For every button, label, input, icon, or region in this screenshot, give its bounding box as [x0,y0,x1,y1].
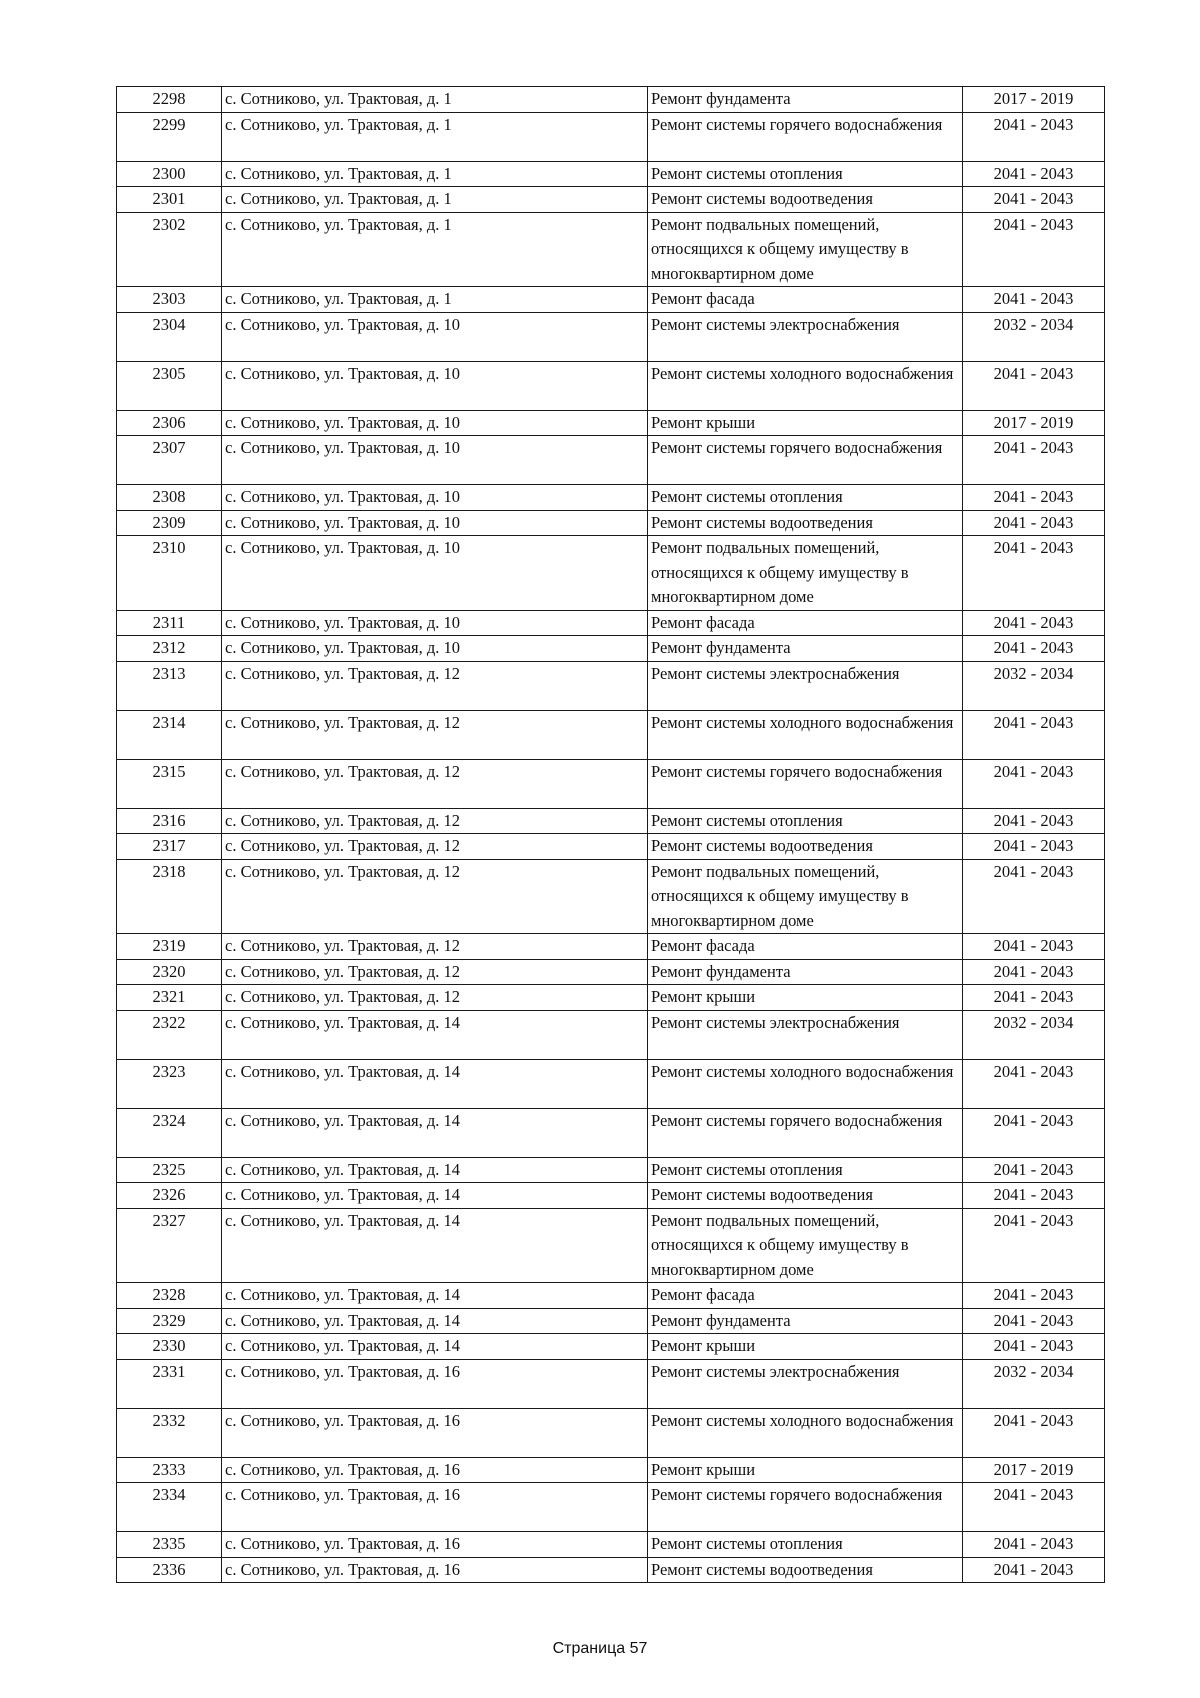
row-number: 2304 [117,312,222,361]
row-number: 2320 [117,959,222,985]
address-cell: с. Сотниково, ул. Трактовая, д. 12 [222,808,648,834]
work-type-cell: Ремонт фасада [648,287,963,313]
table-row [117,1457,1105,1483]
address-cell: с. Сотниково, ул. Трактовая, д. 14 [222,1108,648,1157]
address-cell: с. Сотниково, ул. Трактовая, д. 1 [222,87,648,113]
repair-schedule-table [116,86,1105,1583]
table-row [117,536,1105,611]
row-number: 2298 [117,87,222,113]
address-cell: с. Сотниково, ул. Трактовая, д. 12 [222,859,648,934]
period-cell: 2032 - 2034 [963,1010,1105,1059]
address-cell: с. Сотниково, ул. Трактовая, д. 16 [222,1359,648,1408]
row-number: 2321 [117,985,222,1011]
work-type-cell: Ремонт системы холодного водоснабжения [648,710,963,759]
row-number: 2333 [117,1457,222,1483]
address-cell: с. Сотниково, ул. Трактовая, д. 1 [222,212,648,287]
table-row [117,287,1105,313]
period-cell: 2041 - 2043 [963,1408,1105,1457]
table-row [117,1359,1105,1408]
address-cell: с. Сотниково, ул. Трактовая, д. 16 [222,1532,648,1558]
address-cell: с. Сотниково, ул. Трактовая, д. 10 [222,361,648,410]
row-number: 2311 [117,610,222,636]
period-cell: 2032 - 2034 [963,1359,1105,1408]
address-cell: с. Сотниково, ул. Трактовая, д. 14 [222,1208,648,1283]
table-row [117,610,1105,636]
address-cell: с. Сотниково, ул. Трактовая, д. 1 [222,161,648,187]
address-cell: с. Сотниково, ул. Трактовая, д. 12 [222,959,648,985]
work-type-cell: Ремонт крыши [648,1457,963,1483]
address-cell: с. Сотниково, ул. Трактовая, д. 12 [222,661,648,710]
period-cell: 2041 - 2043 [963,959,1105,985]
period-cell: 2032 - 2034 [963,312,1105,361]
period-cell: 2041 - 2043 [963,859,1105,934]
work-type-cell: Ремонт системы электроснабжения [648,1359,963,1408]
table-row [117,1532,1105,1558]
work-type-cell: Ремонт системы электроснабжения [648,1010,963,1059]
table-row [117,312,1105,361]
work-type-cell: Ремонт системы отопления [648,161,963,187]
work-type-cell: Ремонт системы водоотведения [648,187,963,213]
period-cell: 2041 - 2043 [963,361,1105,410]
period-cell: 2041 - 2043 [963,485,1105,511]
work-type-cell: Ремонт системы холодного водоснабжения [648,361,963,410]
work-type-cell: Ремонт крыши [648,985,963,1011]
address-cell: с. Сотниково, ул. Трактовая, д. 14 [222,1010,648,1059]
address-cell: с. Сотниково, ул. Трактовая, д. 14 [222,1183,648,1209]
table-row [117,959,1105,985]
address-cell: с. Сотниково, ул. Трактовая, д. 10 [222,636,648,662]
row-number: 2323 [117,1059,222,1108]
work-type-cell: Ремонт подвальных помещений, относящихся к общему имуществу в многоквартирном доме [648,859,963,934]
period-cell: 2032 - 2034 [963,661,1105,710]
work-type-cell: Ремонт системы холодного водоснабжения [648,1408,963,1457]
address-cell: с. Сотниково, ул. Трактовая, д. 14 [222,1334,648,1360]
row-number: 2324 [117,1108,222,1157]
table-row [117,1308,1105,1334]
row-number: 2316 [117,808,222,834]
table-row [117,361,1105,410]
address-cell: с. Сотниково, ул. Трактовая, д. 10 [222,610,648,636]
work-type-cell: Ремонт системы отопления [648,1532,963,1558]
table-row [117,985,1105,1011]
period-cell: 2041 - 2043 [963,1108,1105,1157]
address-cell: с. Сотниково, ул. Трактовая, д. 12 [222,985,648,1011]
address-cell: с. Сотниково, ул. Трактовая, д. 10 [222,410,648,436]
period-cell: 2041 - 2043 [963,759,1105,808]
row-number: 2314 [117,710,222,759]
work-type-cell: Ремонт подвальных помещений, относящихся к общему имуществу в многоквартирном доме [648,536,963,611]
row-number: 2305 [117,361,222,410]
period-cell: 2041 - 2043 [963,636,1105,662]
address-cell: с. Сотниково, ул. Трактовая, д. 16 [222,1483,648,1532]
period-cell: 2017 - 2019 [963,1457,1105,1483]
address-cell: с. Сотниково, ул. Трактовая, д. 10 [222,436,648,485]
row-number: 2317 [117,834,222,860]
address-cell: с. Сотниково, ул. Трактовая, д. 16 [222,1457,648,1483]
table-row [117,410,1105,436]
table-row [117,1283,1105,1309]
period-cell: 2041 - 2043 [963,934,1105,960]
period-cell: 2041 - 2043 [963,1208,1105,1283]
row-number: 2303 [117,287,222,313]
table-row [117,187,1105,213]
row-number: 2315 [117,759,222,808]
address-cell: с. Сотниково, ул. Трактовая, д. 1 [222,187,648,213]
row-number: 2313 [117,661,222,710]
address-cell: с. Сотниково, ул. Трактовая, д. 1 [222,287,648,313]
period-cell: 2041 - 2043 [963,212,1105,287]
table-row [117,934,1105,960]
row-number: 2331 [117,1359,222,1408]
work-type-cell: Ремонт системы электроснабжения [648,312,963,361]
work-type-cell: Ремонт системы водоотведения [648,510,963,536]
period-cell: 2041 - 2043 [963,1283,1105,1309]
address-cell: с. Сотниково, ул. Трактовая, д. 16 [222,1408,648,1457]
address-cell: с. Сотниково, ул. Трактовая, д. 10 [222,510,648,536]
table-row [117,485,1105,511]
table-row [117,1157,1105,1183]
page-number: Страница 57 [552,1640,648,1657]
period-cell: 2041 - 2043 [963,161,1105,187]
period-cell: 2041 - 2043 [963,1532,1105,1558]
address-cell: с. Сотниково, ул. Трактовая, д. 12 [222,834,648,860]
row-number: 2335 [117,1532,222,1558]
address-cell: с. Сотниково, ул. Трактовая, д. 14 [222,1059,648,1108]
work-type-cell: Ремонт системы электроснабжения [648,661,963,710]
table-body [117,87,1105,1583]
address-cell: с. Сотниково, ул. Трактовая, д. 10 [222,536,648,611]
work-type-cell: Ремонт подвальных помещений, относящихся к общему имуществу в многоквартирном доме [648,1208,963,1283]
row-number: 2329 [117,1308,222,1334]
table-row [117,1010,1105,1059]
table-row [117,436,1105,485]
work-type-cell: Ремонт системы холодного водоснабжения [648,1059,963,1108]
table-row [117,1059,1105,1108]
work-type-cell: Ремонт фасада [648,934,963,960]
address-cell: с. Сотниково, ул. Трактовая, д. 12 [222,934,648,960]
work-type-cell: Ремонт системы водоотведения [648,834,963,860]
period-cell: 2017 - 2019 [963,410,1105,436]
row-number: 2309 [117,510,222,536]
table-row [117,1408,1105,1457]
table-row [117,859,1105,934]
row-number: 2308 [117,485,222,511]
work-type-cell: Ремонт фундамента [648,959,963,985]
table-row [117,112,1105,161]
row-number: 2300 [117,161,222,187]
work-type-cell: Ремонт подвальных помещений, относящихся к общему имуществу в многоквартирном доме [648,212,963,287]
row-number: 2312 [117,636,222,662]
work-type-cell: Ремонт системы водоотведения [648,1183,963,1209]
table-row [117,834,1105,860]
row-number: 2325 [117,1157,222,1183]
work-type-cell: Ремонт фундамента [648,636,963,662]
period-cell: 2041 - 2043 [963,710,1105,759]
row-number: 2302 [117,212,222,287]
period-cell: 2041 - 2043 [963,985,1105,1011]
table-row [117,1208,1105,1283]
period-cell: 2041 - 2043 [963,808,1105,834]
row-number: 2328 [117,1283,222,1309]
period-cell: 2041 - 2043 [963,1183,1105,1209]
row-number: 2327 [117,1208,222,1283]
address-cell: с. Сотниково, ул. Трактовая, д. 10 [222,312,648,361]
work-type-cell: Ремонт фундамента [648,1308,963,1334]
row-number: 2336 [117,1557,222,1583]
address-cell: с. Сотниково, ул. Трактовая, д. 10 [222,485,648,511]
work-type-cell: Ремонт системы отопления [648,808,963,834]
work-type-cell: Ремонт системы горячего водоснабжения [648,1108,963,1157]
table-row [117,1108,1105,1157]
work-type-cell: Ремонт системы отопления [648,485,963,511]
table-row [117,510,1105,536]
table-row [117,1183,1105,1209]
table-row [117,710,1105,759]
work-type-cell: Ремонт крыши [648,410,963,436]
table-row [117,636,1105,662]
row-number: 2334 [117,1483,222,1532]
period-cell: 2017 - 2019 [963,87,1105,113]
table-row [117,1334,1105,1360]
table-row [117,759,1105,808]
address-cell: с. Сотниково, ул. Трактовая, д. 16 [222,1557,648,1583]
period-cell: 2041 - 2043 [963,1334,1105,1360]
table-row [117,161,1105,187]
period-cell: 2041 - 2043 [963,1557,1105,1583]
table-row [117,1557,1105,1583]
work-type-cell: Ремонт фасада [648,610,963,636]
row-number: 2332 [117,1408,222,1457]
address-cell: с. Сотниково, ул. Трактовая, д. 1 [222,112,648,161]
row-number: 2330 [117,1334,222,1360]
address-cell: с. Сотниково, ул. Трактовая, д. 14 [222,1308,648,1334]
row-number: 2306 [117,410,222,436]
table-row [117,808,1105,834]
row-number: 2307 [117,436,222,485]
table-row [117,87,1105,113]
row-number: 2318 [117,859,222,934]
period-cell: 2041 - 2043 [963,1157,1105,1183]
work-type-cell: Ремонт системы горячего водоснабжения [648,436,963,485]
work-type-cell: Ремонт крыши [648,1334,963,1360]
row-number: 2322 [117,1010,222,1059]
period-cell: 2041 - 2043 [963,112,1105,161]
work-type-cell: Ремонт системы горячего водоснабжения [648,1483,963,1532]
address-cell: с. Сотниково, ул. Трактовая, д. 12 [222,710,648,759]
address-cell: с. Сотниково, ул. Трактовая, д. 14 [222,1157,648,1183]
address-cell: с. Сотниково, ул. Трактовая, д. 14 [222,1283,648,1309]
period-cell: 2041 - 2043 [963,436,1105,485]
work-type-cell: Ремонт системы отопления [648,1157,963,1183]
period-cell: 2041 - 2043 [963,287,1105,313]
row-number: 2310 [117,536,222,611]
work-type-cell: Ремонт системы горячего водоснабжения [648,759,963,808]
period-cell: 2041 - 2043 [963,1483,1105,1532]
table-row [117,212,1105,287]
row-number: 2326 [117,1183,222,1209]
period-cell: 2041 - 2043 [963,1059,1105,1108]
work-type-cell: Ремонт системы горячего водоснабжения [648,112,963,161]
table-row [117,661,1105,710]
period-cell: 2041 - 2043 [963,187,1105,213]
work-type-cell: Ремонт фасада [648,1283,963,1309]
period-cell: 2041 - 2043 [963,834,1105,860]
period-cell: 2041 - 2043 [963,1308,1105,1334]
row-number: 2319 [117,934,222,960]
period-cell: 2041 - 2043 [963,510,1105,536]
work-type-cell: Ремонт системы водоотведения [648,1557,963,1583]
row-number: 2299 [117,112,222,161]
period-cell: 2041 - 2043 [963,610,1105,636]
address-cell: с. Сотниково, ул. Трактовая, д. 12 [222,759,648,808]
row-number: 2301 [117,187,222,213]
period-cell: 2041 - 2043 [963,536,1105,611]
table-row [117,1483,1105,1532]
work-type-cell: Ремонт фундамента [648,87,963,113]
